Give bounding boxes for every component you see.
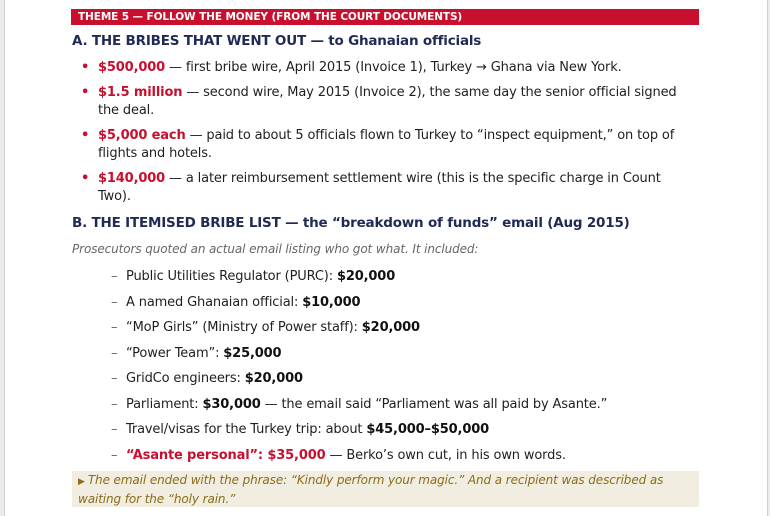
dash-icon: – — [111, 294, 118, 310]
section-a-heading: A. THE BRIBES THAT WENT OUT — to Ghanaian officials — [72, 33, 482, 49]
theme-banner: THEME 5 — FOLLOW THE MONEY (FROM THE COURT DOCUMENTS) — [71, 9, 699, 25]
bullet-icon: • — [81, 60, 90, 75]
list-item: • $5,000 each — paid to about 5 officials flown to Turkey to “inspect equipment,” on top of flights and hotels. — [81, 128, 675, 161]
dash-icon: – — [111, 371, 118, 386]
list-item: – A named Ghanaian official: $10,000 — [111, 294, 361, 310]
list-item: – “Power Team”: $25,000 — [111, 345, 282, 361]
list-item-personal: – “Asante personal”: $35,000 — Berko’s own cut, in his own words. — [111, 447, 566, 463]
list-item: – “MoP Girls” (Ministry of Power staff): $20,000 — [111, 320, 420, 335]
list-item: – Travel/visas for the Turkey trip: about $45,000–$50,000 — [111, 422, 490, 437]
magic-callout: ▶ The email ended with the phrase: “Kindly perform your magic.” And a recipient was described as waiting for the “holy rain.” — [72, 471, 699, 507]
list-item: – Parliament: $30,000 — the email said “Parliament was all paid by Asante.” — [111, 396, 608, 412]
bribes-list — [81, 59, 695, 213]
document-page — [4, 0, 768, 516]
triangle-right-icon: ▶ — [78, 477, 85, 487]
dash-icon: – — [111, 396, 118, 412]
dash-icon: – — [111, 447, 118, 463]
bullet-icon: • — [81, 85, 90, 100]
itemised-list — [111, 268, 607, 472]
list-item: • $500,000 — first bribe wire, April 2015 (Invoice 1), Turkey → Ghana via New York. — [81, 60, 622, 75]
list-item: • $140,000 — a later reimbursement settlement wire (this is the specific charge in Count Two). — [81, 171, 661, 204]
bullet-icon: • — [81, 171, 90, 186]
list-item: • $1.5 million — second wire, May 2015 (Invoice 2), the same day the senior official signed the deal. — [81, 85, 677, 118]
list-item: – GridCo engineers: $20,000 — [111, 371, 303, 386]
list-item: – Public Utilities Regulator (PURC): $20,000 — [111, 269, 396, 284]
dash-icon: – — [111, 320, 118, 335]
section-b-heading: B. THE ITEMISED BRIBE LIST — the “breakdown of funds” email (Aug 2015) — [72, 215, 630, 231]
dash-icon: – — [111, 422, 118, 437]
section-b-intro: Prosecutors quoted an actual email listing who got what. It included: — [72, 242, 479, 256]
dash-icon: – — [111, 269, 118, 284]
dash-icon: – — [111, 345, 118, 361]
bullet-icon: • — [81, 128, 90, 143]
